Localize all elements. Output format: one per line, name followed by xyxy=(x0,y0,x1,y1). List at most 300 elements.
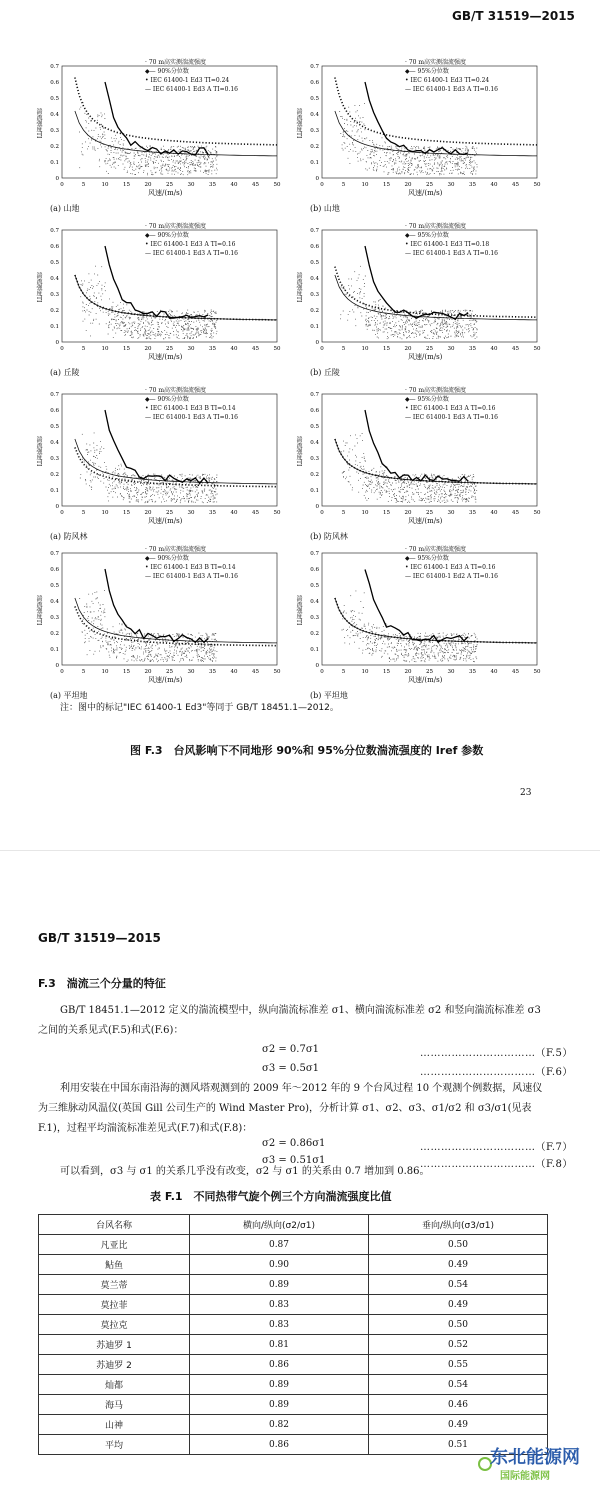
y-tick-label: 0.6 xyxy=(50,244,59,250)
cell-lateral-ratio: 0.86 xyxy=(190,1355,369,1375)
y-tick-label: 0.1 xyxy=(310,324,319,330)
legend-label: IEC 61400-1 Ed3 A TI=0.16 xyxy=(412,250,498,257)
legend-entry: ◆— 90%分位数 xyxy=(145,555,189,562)
cell-typhoon-name: 莫拉克 xyxy=(39,1315,190,1335)
table-header-row xyxy=(39,1215,548,1235)
x-tick-label: 20 xyxy=(404,669,412,675)
y-tick-label: 0.3 xyxy=(310,292,319,298)
x-tick-label: 35 xyxy=(469,346,476,352)
cell-vertical-ratio: 0.50 xyxy=(369,1315,548,1335)
y-tick-label: 0.4 xyxy=(310,599,319,605)
x-tick-label: 30 xyxy=(187,510,195,516)
legend-label: 90%分位数 xyxy=(157,396,189,403)
y-tick-label: 0.7 xyxy=(50,64,59,70)
x-tick-label: 15 xyxy=(123,510,130,516)
x-tick-label: 15 xyxy=(383,669,390,675)
page-24 xyxy=(0,850,600,1490)
equation-f7-number: ……………………………（F.7） xyxy=(420,1142,573,1153)
y-tick-label: 0.2 xyxy=(310,308,319,314)
x-axis-label: 风速/(m/s) xyxy=(408,353,443,361)
paragraph-2: 利用安装在中国东南沿海的测风塔观测到的 2009 年～2012 年的 9 个台风过程 10 个观测个例数据，风速仪为三维脉动风温仪(英国 Gill 公司生产的 Wind Master Pro)，分析计算 σ1、σ2、σ3、σ1/σ2 和 σ3/σ1(见表 F.1)，过程平均湍流标准差见式(F.7)和式(F.8)： xyxy=(38,1083,543,1134)
legend-label: 70 m高实测湍流强度 xyxy=(148,223,207,230)
cell-vertical-ratio: 0.49 xyxy=(369,1295,548,1315)
x-tick-label: 0 xyxy=(320,182,324,188)
header-typhoon-name: 台风名称 xyxy=(39,1215,190,1235)
cell-vertical-ratio: 0.49 xyxy=(369,1415,548,1435)
panel-caption: (b) 山地 xyxy=(310,204,340,213)
y-tick-label: 0.6 xyxy=(310,567,319,573)
equation-f5: σ2 = 0.7σ1 xyxy=(262,1044,320,1055)
y-tick-label: 0.4 xyxy=(50,440,59,446)
cell-vertical-ratio: 0.52 xyxy=(369,1335,548,1355)
y-tick-label: 0 xyxy=(55,176,59,182)
equation-f6-number: ……………………………（F.6） xyxy=(420,1067,573,1078)
legend-label: 70 m高实测湍流强度 xyxy=(148,387,207,394)
legend-label: IEC 61400-1 Ed3 TI=0.18 xyxy=(410,241,490,248)
x-tick-label: 10 xyxy=(101,669,109,675)
y-tick-label: 0 xyxy=(315,504,319,510)
legend-entry: • IEC 61400-1 Ed3 TI=0.24 xyxy=(405,77,490,84)
y-tick-label: 0.7 xyxy=(50,228,59,234)
y-tick-label: 0.6 xyxy=(50,80,59,86)
equation-f7: σ2 = 0.86σ1 xyxy=(262,1138,326,1149)
x-axis-label: 风速/(m/s) xyxy=(148,353,183,361)
chart-legend xyxy=(405,386,498,422)
y-axis-label: 湍流强度TI xyxy=(35,436,42,467)
x-tick-label: 5 xyxy=(81,669,86,675)
x-tick-label: 5 xyxy=(341,510,346,516)
x-tick-label: 5 xyxy=(341,346,346,352)
x-tick-label: 5 xyxy=(81,346,86,352)
cell-typhoon-name: 山神 xyxy=(39,1415,190,1435)
y-tick-label: 0.3 xyxy=(310,615,319,621)
watermark-text: 东北能源网 xyxy=(490,1447,580,1468)
x-tick-label: 15 xyxy=(383,510,390,516)
x-axis-label: 风速/(m/s) xyxy=(148,189,183,197)
x-tick-label: 40 xyxy=(490,510,498,516)
standard-number: GB/T 31519—2015 xyxy=(452,9,575,23)
cell-lateral-ratio: 0.87 xyxy=(190,1235,369,1255)
y-tick-label: 0.2 xyxy=(310,144,319,150)
y-tick-label: 0.4 xyxy=(310,276,319,282)
chart-legend xyxy=(145,386,238,422)
legend-entry: • IEC 61400-1 Ed3 B TI=0.14 xyxy=(145,405,236,412)
cell-typhoon-name: 鲇鱼 xyxy=(39,1255,190,1275)
header-vertical-ratio: 垂向/纵向(σ3/σ1) xyxy=(369,1215,548,1235)
legend-label: IEC 61400-1 Ed3 A TI=0.16 xyxy=(410,564,496,571)
legend-entry: ◆— 95%分位数 xyxy=(405,232,449,239)
y-axis-label: 湍流强度TI xyxy=(295,436,302,467)
y-tick-label: 0.7 xyxy=(310,228,319,234)
legend-label: IEC 61400-1 Ed3 A TI=0.16 xyxy=(152,414,238,421)
cell-vertical-ratio: 0.50 xyxy=(369,1235,548,1255)
y-tick-label: 0.5 xyxy=(50,583,59,589)
y-tick-label: 0.3 xyxy=(50,292,59,298)
legend-label: IEC 61400-1 Ed3 A TI=0.16 xyxy=(152,250,238,257)
cell-vertical-ratio: 0.55 xyxy=(369,1355,548,1375)
legend-label: IEC 61400-1 Ed2 A TI=0.16 xyxy=(412,573,498,580)
legend-entry: · 70 m高实测湍流强度 xyxy=(145,546,207,553)
y-tick-label: 0.1 xyxy=(50,647,59,653)
y-tick-label: 0.5 xyxy=(50,260,59,266)
x-tick-label: 45 xyxy=(252,510,259,516)
legend-entry: — IEC 61400-1 Ed3 A TI=0.16 xyxy=(145,573,238,580)
legend-entry: • IEC 61400-1 Ed3 TI=0.24 xyxy=(145,77,230,84)
x-tick-label: 5 xyxy=(341,182,346,188)
x-tick-label: 20 xyxy=(144,182,152,188)
y-tick-label: 0.2 xyxy=(310,631,319,637)
x-axis-label: 风速/(m/s) xyxy=(408,189,443,197)
panel-caption: (b) 防风林 xyxy=(310,532,348,541)
y-tick-label: 0.4 xyxy=(310,112,319,118)
x-tick-label: 10 xyxy=(361,669,369,675)
iec-curve-solid xyxy=(75,111,277,156)
cell-vertical-ratio: 0.54 xyxy=(369,1275,548,1295)
x-axis-label: 风速/(m/s) xyxy=(408,676,443,684)
x-tick-label: 30 xyxy=(187,346,195,352)
cell-typhoon-name: 海马 xyxy=(39,1395,190,1415)
x-tick-label: 40 xyxy=(490,346,498,352)
cell-lateral-ratio: 0.83 xyxy=(190,1295,369,1315)
legend-entry: — IEC 61400-1 Ed3 A TI=0.16 xyxy=(145,86,238,93)
legend-entry: — IEC 61400-1 Ed2 A TI=0.16 xyxy=(405,573,498,580)
header-lateral-ratio: 横向/纵向(σ2/σ1) xyxy=(190,1215,369,1235)
legend-label: 70 m高实测湍流强度 xyxy=(408,387,467,394)
y-tick-label: 0.4 xyxy=(310,440,319,446)
cell-lateral-ratio: 0.86 xyxy=(190,1435,369,1455)
legend-label: IEC 61400-1 Ed3 A TI=0.16 xyxy=(150,241,236,248)
x-tick-label: 10 xyxy=(101,346,109,352)
y-tick-label: 0 xyxy=(315,663,319,669)
measured-ti-points xyxy=(341,434,477,503)
legend-entry: · 70 m高实测湍流强度 xyxy=(405,387,467,394)
x-tick-label: 50 xyxy=(273,346,281,352)
panel-caption: (a) 防风林 xyxy=(50,532,88,541)
y-tick-label: 0.5 xyxy=(310,260,319,266)
x-tick-label: 35 xyxy=(209,510,216,516)
x-tick-label: 25 xyxy=(426,669,433,675)
y-tick-label: 0.7 xyxy=(50,551,59,557)
chart-panel xyxy=(35,222,281,380)
legend-entry: · 70 m高实测湍流强度 xyxy=(145,223,207,230)
y-tick-label: 0 xyxy=(55,504,59,510)
y-tick-label: 0.7 xyxy=(50,392,59,398)
legend-label: IEC 61400-1 Ed3 B TI=0.14 xyxy=(150,564,236,571)
y-tick-label: 0.7 xyxy=(310,64,319,70)
figure-note: 注：图中的标记"IEC 61400-1 Ed3"等同于 GB/T 18451.1—2012。 xyxy=(60,703,339,713)
x-tick-label: 35 xyxy=(209,669,216,675)
figure-caption: 图 F.3 台风影响下不同地形 90%和 95%分位数湍流强度的 Iref 参数 xyxy=(130,744,484,757)
x-tick-label: 30 xyxy=(447,510,455,516)
y-tick-label: 0.1 xyxy=(50,324,59,330)
x-axis-label: 风速/(m/s) xyxy=(148,517,183,525)
x-tick-label: 20 xyxy=(144,510,152,516)
y-tick-label: 0.7 xyxy=(310,392,319,398)
equation-f6: σ3 = 0.5σ1 xyxy=(262,1063,320,1074)
iec-curve-solid xyxy=(75,275,277,320)
y-tick-label: 0.6 xyxy=(310,80,319,86)
x-tick-label: 50 xyxy=(533,669,541,675)
y-tick-label: 0.3 xyxy=(50,456,59,462)
x-tick-label: 10 xyxy=(361,182,369,188)
cell-lateral-ratio: 0.82 xyxy=(190,1415,369,1435)
cell-vertical-ratio: 0.49 xyxy=(369,1255,548,1275)
x-tick-label: 40 xyxy=(490,182,498,188)
y-tick-label: 0.5 xyxy=(310,96,319,102)
table-row xyxy=(39,1375,548,1395)
x-tick-label: 25 xyxy=(166,669,173,675)
x-tick-label: 25 xyxy=(166,346,173,352)
x-tick-label: 45 xyxy=(512,346,519,352)
measured-ti-points xyxy=(80,266,217,339)
chart-panel xyxy=(35,58,281,216)
legend-entry: · 70 m高实测湍流强度 xyxy=(145,387,207,394)
y-tick-label: 0.1 xyxy=(50,488,59,494)
legend-label: 70 m高实测湍流强度 xyxy=(408,223,467,230)
y-tick-label: 0 xyxy=(55,663,59,669)
x-tick-label: 35 xyxy=(469,669,476,675)
x-tick-label: 50 xyxy=(533,510,541,516)
x-tick-label: 0 xyxy=(60,182,64,188)
legend-label: IEC 61400-1 Ed3 A TI=0.16 xyxy=(412,86,498,93)
y-tick-label: 0.2 xyxy=(50,472,59,478)
panel-caption: (a) 丘陵 xyxy=(50,368,80,377)
y-tick-label: 0.4 xyxy=(50,599,59,605)
legend-entry: · 70 m高实测湍流强度 xyxy=(405,546,467,553)
cell-lateral-ratio: 0.81 xyxy=(190,1335,369,1355)
x-tick-label: 15 xyxy=(123,346,130,352)
cell-typhoon-name: 凡亚比 xyxy=(39,1235,190,1255)
y-tick-label: 0 xyxy=(315,176,319,182)
x-tick-label: 5 xyxy=(81,182,86,188)
legend-entry: ◆— 90%分位数 xyxy=(145,68,189,75)
x-tick-label: 50 xyxy=(533,346,541,352)
legend-label: 70 m高实测湍流强度 xyxy=(408,59,467,66)
legend-entry: — IEC 61400-1 Ed3 A TI=0.16 xyxy=(145,250,238,257)
legend-entry: • IEC 61400-1 Ed3 B TI=0.14 xyxy=(145,564,236,571)
x-tick-label: 15 xyxy=(123,669,130,675)
x-tick-label: 5 xyxy=(341,669,346,675)
iec-curve-solid xyxy=(335,598,537,643)
x-tick-label: 30 xyxy=(447,346,455,352)
cell-typhoon-name: 莫兰蒂 xyxy=(39,1275,190,1295)
page-number: 23 xyxy=(520,788,532,798)
x-tick-label: 40 xyxy=(490,669,498,675)
legend-entry: ◆— 95%分位数 xyxy=(405,555,449,562)
x-tick-label: 40 xyxy=(230,182,238,188)
y-tick-label: 0.6 xyxy=(50,567,59,573)
y-tick-label: 0 xyxy=(55,340,59,346)
chart-legend xyxy=(405,222,498,258)
x-tick-label: 35 xyxy=(469,510,476,516)
legend-entry: · 70 m高实测湍流强度 xyxy=(405,223,467,230)
y-tick-label: 0.6 xyxy=(310,408,319,414)
legend-label: 90%分位数 xyxy=(157,555,189,562)
x-tick-label: 50 xyxy=(273,510,281,516)
y-tick-label: 0.6 xyxy=(310,244,319,250)
y-tick-label: 0.6 xyxy=(50,408,59,414)
chart-legend xyxy=(405,58,498,94)
legend-label: IEC 61400-1 Ed3 A TI=0.16 xyxy=(410,405,496,412)
y-tick-label: 0.2 xyxy=(50,144,59,150)
iec-curve-dotted xyxy=(335,267,537,318)
x-tick-label: 20 xyxy=(404,346,412,352)
standard-number: GB/T 31519—2015 xyxy=(38,931,161,945)
watermark-subtext: 国际能源网 xyxy=(500,1471,550,1482)
measured-ti-points xyxy=(80,433,218,503)
cell-lateral-ratio: 0.83 xyxy=(190,1315,369,1335)
legend-label: IEC 61400-1 Ed3 B TI=0.14 xyxy=(150,405,236,412)
y-tick-label: 0.1 xyxy=(310,488,319,494)
chart-panel xyxy=(35,386,281,544)
x-tick-label: 0 xyxy=(320,510,324,516)
y-tick-label: 0.7 xyxy=(310,551,319,557)
x-axis-label: 风速/(m/s) xyxy=(408,517,443,525)
legend-label: 95%分位数 xyxy=(417,396,449,403)
x-tick-label: 50 xyxy=(273,669,281,675)
x-tick-label: 20 xyxy=(144,669,152,675)
iec-curve-solid xyxy=(75,439,277,484)
panel-caption: (a) 平坦地 xyxy=(50,691,88,700)
x-tick-label: 45 xyxy=(252,669,259,675)
x-tick-label: 0 xyxy=(60,510,64,516)
y-tick-label: 0.3 xyxy=(310,456,319,462)
legend-entry: • IEC 61400-1 Ed3 A TI=0.16 xyxy=(405,564,496,571)
x-tick-label: 35 xyxy=(209,346,216,352)
x-tick-label: 50 xyxy=(273,182,281,188)
x-tick-label: 10 xyxy=(361,510,369,516)
paragraph-3: 可以看到，σ3 与 σ1 的关系几乎没有改变，σ2 与 σ1 的关系由 0.7 增加到 0.86。 xyxy=(60,1166,430,1177)
y-tick-label: 0.1 xyxy=(310,647,319,653)
measured-ti-points xyxy=(79,591,217,662)
paragraph-1: GB/T 18451.1—2012 定义的湍流模型中，纵向湍流标准差 σ1、横向湍流标准差 σ2 和竖向湍流标准差 σ3 之间的关系见式(F.5)和式(F.6)： xyxy=(38,1005,541,1036)
y-tick-label: 0.2 xyxy=(310,472,319,478)
x-tick-label: 0 xyxy=(320,669,324,675)
x-tick-label: 25 xyxy=(426,182,433,188)
legend-label: 70 m高实测湍流强度 xyxy=(148,59,207,66)
y-tick-label: 0.5 xyxy=(50,96,59,102)
legend-label: 95%分位数 xyxy=(417,68,449,75)
y-axis-label: 湍流强度TI xyxy=(295,595,302,626)
cell-lateral-ratio: 0.90 xyxy=(190,1255,369,1275)
measured-ti-points xyxy=(342,591,478,662)
chart-panel xyxy=(295,58,541,216)
x-tick-label: 5 xyxy=(81,510,86,516)
legend-entry: ◆— 90%分位数 xyxy=(145,396,189,403)
x-axis-label: 风速/(m/s) xyxy=(148,676,183,684)
legend-label: 70 m高实测湍流强度 xyxy=(148,546,207,553)
table-row xyxy=(39,1275,548,1295)
x-tick-label: 45 xyxy=(512,669,519,675)
x-tick-label: 25 xyxy=(426,510,433,516)
chart-panel xyxy=(295,545,541,703)
chart-panel xyxy=(295,386,541,544)
cell-typhoon-name: 苏迪罗 2 xyxy=(39,1355,190,1375)
x-tick-label: 40 xyxy=(230,510,238,516)
iec-curve-dotted xyxy=(335,598,537,643)
cell-typhoon-name: 平均 xyxy=(39,1435,190,1455)
y-axis-label: 湍流强度TI xyxy=(295,108,302,139)
legend-entry: ◆— 90%分位数 xyxy=(145,232,189,239)
table-row xyxy=(39,1295,548,1315)
x-tick-label: 20 xyxy=(144,346,152,352)
legend-label: IEC 61400-1 Ed3 A TI=0.16 xyxy=(152,573,238,580)
x-tick-label: 40 xyxy=(230,669,238,675)
table-row xyxy=(39,1255,548,1275)
table-caption: 表 F.1 不同热带气旋个例三个方向湍流强度比值 xyxy=(150,1190,392,1203)
cell-typhoon-name: 灿都 xyxy=(39,1375,190,1395)
x-tick-label: 30 xyxy=(187,182,195,188)
legend-entry: — IEC 61400-1 Ed3 A TI=0.16 xyxy=(145,414,238,421)
ratio-table xyxy=(38,1214,548,1455)
legend-entry: — IEC 61400-1 Ed3 A TI=0.16 xyxy=(405,414,498,421)
x-tick-label: 45 xyxy=(252,346,259,352)
legend-label: IEC 61400-1 Ed3 TI=0.24 xyxy=(410,77,490,84)
chart-legend xyxy=(145,58,238,94)
y-tick-label: 0.5 xyxy=(310,583,319,589)
cell-vertical-ratio: 0.46 xyxy=(369,1395,548,1415)
x-tick-label: 30 xyxy=(447,182,455,188)
table-row xyxy=(39,1235,548,1255)
iec-curve-dotted xyxy=(75,275,277,320)
y-tick-label: 0 xyxy=(315,340,319,346)
cell-lateral-ratio: 0.89 xyxy=(190,1275,369,1295)
x-tick-label: 25 xyxy=(166,182,173,188)
y-tick-label: 0.1 xyxy=(310,160,319,166)
y-tick-label: 0.2 xyxy=(50,308,59,314)
cell-lateral-ratio: 0.89 xyxy=(190,1395,369,1415)
cell-typhoon-name: 莫拉菲 xyxy=(39,1295,190,1315)
table-row xyxy=(39,1315,548,1335)
x-tick-label: 45 xyxy=(252,182,259,188)
cell-vertical-ratio: 0.54 xyxy=(369,1375,548,1395)
y-tick-label: 0.4 xyxy=(50,276,59,282)
x-tick-label: 30 xyxy=(187,669,195,675)
y-tick-label: 0.2 xyxy=(50,631,59,637)
y-axis-label: 湍流强度TI xyxy=(35,272,42,303)
x-tick-label: 10 xyxy=(361,346,369,352)
legend-label: IEC 61400-1 Ed3 TI=0.24 xyxy=(150,77,230,84)
x-tick-label: 35 xyxy=(209,182,216,188)
chart-panel xyxy=(35,545,281,703)
x-tick-label: 20 xyxy=(404,510,412,516)
table-row xyxy=(39,1395,548,1415)
section-title: F.3 湍流三个分量的特征 xyxy=(38,977,166,990)
x-tick-label: 25 xyxy=(166,510,173,516)
y-axis-label: 湍流强度TI xyxy=(35,595,42,626)
y-tick-label: 0.5 xyxy=(50,424,59,430)
legend-label: 95%分位数 xyxy=(417,555,449,562)
panel-caption: (a) 山地 xyxy=(50,204,80,213)
equation-f5-number: ……………………………（F.5） xyxy=(420,1048,573,1059)
y-tick-label: 0.3 xyxy=(310,128,319,134)
legend-entry: — IEC 61400-1 Ed3 A TI=0.16 xyxy=(405,86,498,93)
legend-label: IEC 61400-1 Ed3 A TI=0.16 xyxy=(412,414,498,421)
legend-entry: • IEC 61400-1 Ed3 TI=0.18 xyxy=(405,241,490,248)
cell-typhoon-name: 苏迪罗 1 xyxy=(39,1335,190,1355)
legend-entry: · 70 m高实测湍流强度 xyxy=(405,59,467,66)
chart-legend xyxy=(145,222,238,258)
x-tick-label: 0 xyxy=(60,669,64,675)
x-tick-label: 30 xyxy=(447,669,455,675)
y-tick-label: 0.3 xyxy=(50,615,59,621)
table-row xyxy=(39,1435,548,1455)
chart-legend xyxy=(145,545,238,581)
x-tick-label: 15 xyxy=(383,346,390,352)
x-tick-label: 20 xyxy=(404,182,412,188)
cell-vertical-ratio: 0.51 xyxy=(369,1435,548,1455)
legend-label: IEC 61400-1 Ed3 A TI=0.16 xyxy=(152,86,238,93)
